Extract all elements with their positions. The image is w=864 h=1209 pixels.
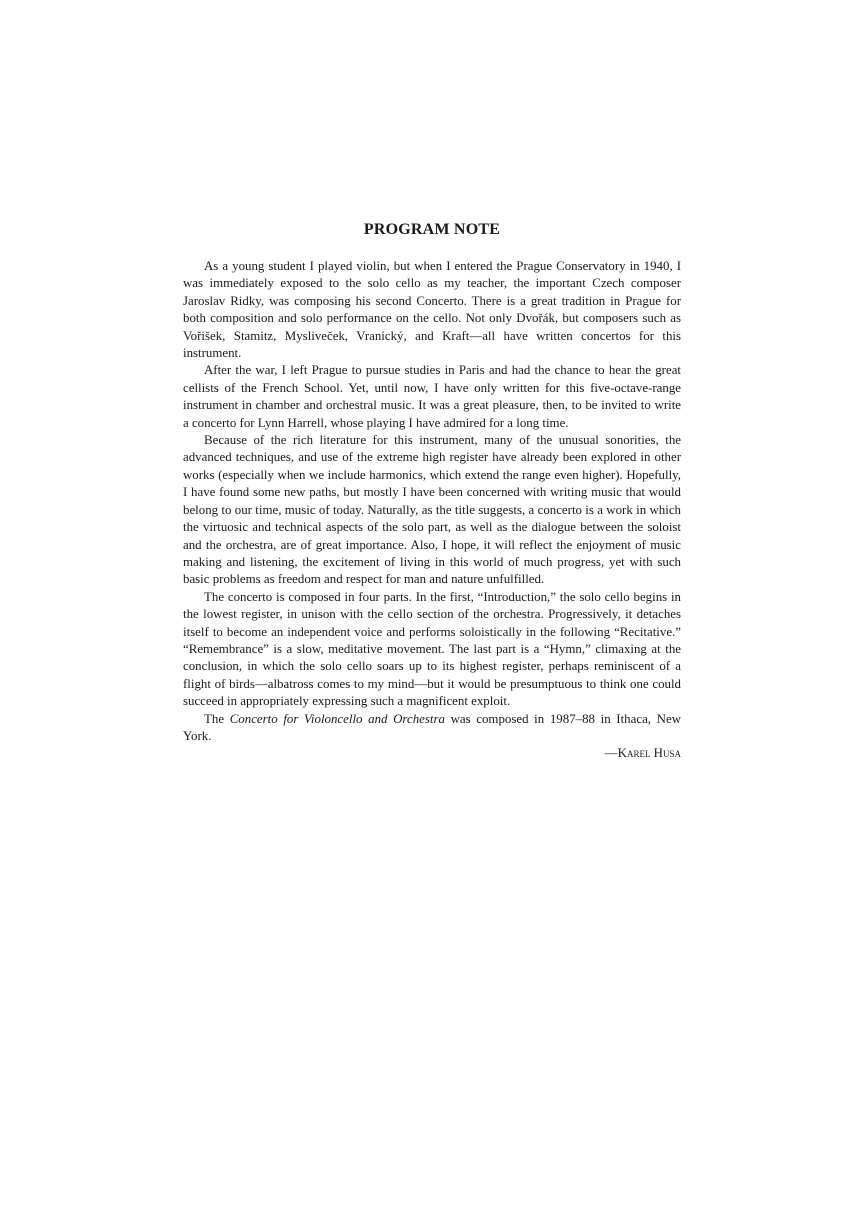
author-signature	[183, 745, 681, 762]
paragraph-5	[183, 711, 681, 746]
author-name: —Karel Husa	[604, 746, 681, 761]
paragraph-3: Because of the rich literature for this instrument, many of the unusual sonorities, the advanced techniques, and use of the extreme high register have already been explored in other works (especially when we include harmonics, which extend the range even higher). Hopefully, I have found some new paths, but mostly I have been concerned with writing music that would belong to our time, music of today. Naturally, as the title suggests, a concerto is a work in which the virtuosic and technical aspects of the solo part, as well as the dialogue between the soloist and the orchestra, are of great importance. Also, I hope, it will reflect the enjoyment of music making and listening, the excitement of living in this world of much progress, yet with such basic problems as freedom and respect for man and nature unfulfilled.	[183, 433, 681, 587]
paragraph-2: After the war, I left Prague to pursue studies in Paris and had the chance to hear the great cellists of the French School. Yet, until now, I have only written for this five-octave-range instrument in chamber and orchestral music. It was a great pleasure, then, to be invited to write a concerto for Lynn Harrell, whose playing I have admired for a long time.	[183, 363, 681, 430]
work-title: Concerto for Violoncello and Orchestra	[229, 711, 445, 726]
program-note-body	[183, 258, 681, 763]
paragraph-5-lead: The	[204, 711, 230, 726]
paragraph-1: As a young student I played violin, but when I entered the Prague Conservatory in 1940, I was immediately exposed to the solo cello as my teacher, the important Czech composer Jaroslav Ridky, was composing his second Concerto. There is a great tradition in Prague for both composition and solo performance on the cello. Not only Dvořák, but composers such as Vořišek, Stamitz, Mysliveček, Vranický, and Kraft—all have written concertos for this instrument.	[183, 259, 681, 361]
paragraph-5-tail: was composed in 1987–88 in Ithaca, New York.	[183, 711, 682, 743]
page-title: PROGRAM NOTE	[363, 221, 501, 238]
paragraph-4: The concerto is composed in four parts. In the first, “Introduction,” the solo cello begins in the lowest register, in unison with the cello section of the orchestra. Progressively, it detaches itself to become an independent voice and performs soloistically in the following “Recitative.” “Remembrance” is a slow, meditative movement. The last part is a “Hymn,” climaxing at the conclusion, in which the solo cello soars up to its highest register, perhaps reminiscent of a flight of birds—albatross comes to my mind—but it would be presumptuous to think one could succeed in appropriately expressing such a magnificent exploit.	[183, 589, 681, 709]
